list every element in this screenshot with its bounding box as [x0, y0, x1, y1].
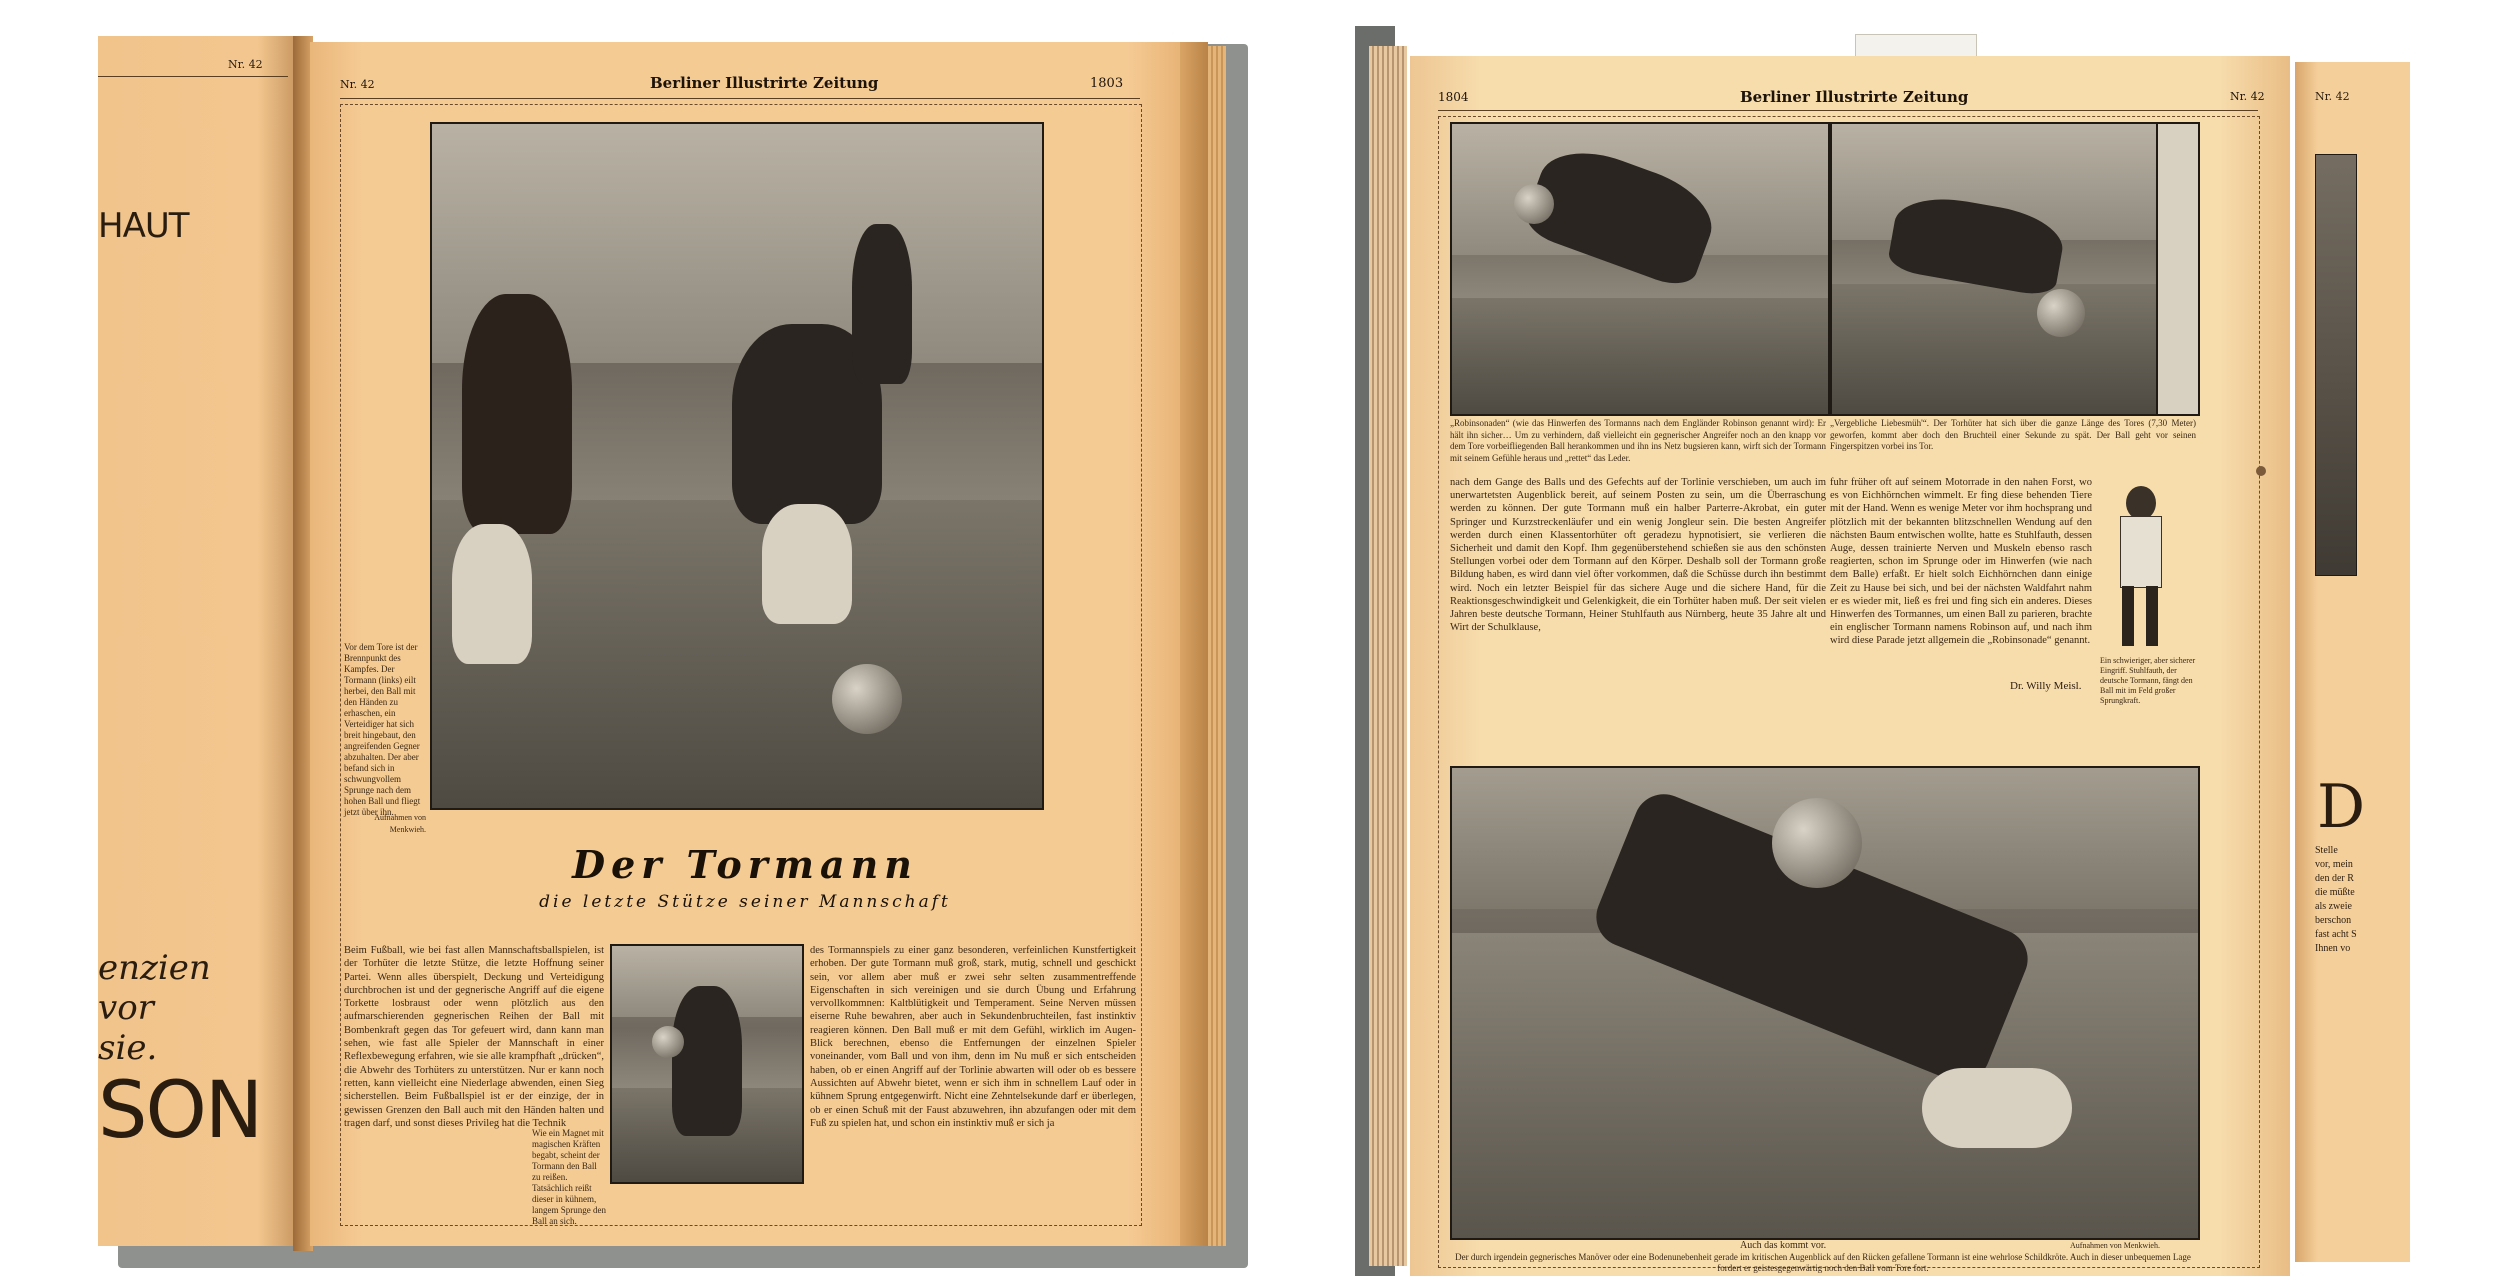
fragment-line: als zweie — [2315, 901, 2352, 912]
right-page-stack — [1369, 46, 1407, 1266]
prev-page-fragment-sie: sie. — [98, 1028, 158, 1068]
fragment-line: Stelle — [2315, 845, 2338, 856]
masthead: Berliner Illustrirte Zeitung — [650, 74, 879, 92]
prev-page-fragment-haut: HAUT — [98, 206, 189, 246]
bottom-photo-label: Auch das kommt vor. — [1740, 1240, 1827, 1251]
main-photo — [430, 122, 1044, 810]
fragment-line: berschon — [2315, 915, 2352, 926]
goalpost — [2156, 122, 2200, 416]
photo-robinsonade — [1450, 122, 1830, 416]
article-col-2: fuhr früher oft auf seinem Motorrade in den nahen Forst, wo es von Eichhörnchen wimmelt. Er fing diese behenden Tiere mit der Hand. Wenn es wenige Meter vor ihm hochsprang und plötzlich mit der bekannten blitzschnellen Wendung auf den nächsten Baum entwischen wollte, hatte es Stuhlfauth, dessen Auge, dessen trainierte Nerven und Muskeln ebenso rasch reagierten, schon im Sprunge oder im Hinwerfen (wie nach dem Balle) erfaßt. Er hielt solch Eichhörnchen dann einige Zeit zu Hause bei sich, und bei der nächsten Waldfahrt nahm er es wieder mit, ließ es frei und fing sich ein anderes. Dieses Hinwerfen des Tormannes, um einen Ball zu parieren, brachte ein englischer Tormann namens Robinson auf, und nach ihm wird diese Parade jetzt allgemein die „Robinsonade“ genannt. — [1830, 477, 2092, 647]
article-author: Dr. Willy Meisl. — [2010, 680, 2082, 692]
previous-page — [98, 36, 298, 1246]
article-col-1: nach dem Gange des Balls und des Gefechts auf der Torlinie verschieben, um auch im unerwartetsten Augenblick bereit, auf seinem Posten zu sein, um die Überraschung werden zu können. Der gute Tormann muß ein halber Parterre-Akrobat, ein guter Springer und Kurzstreckenläufer und ein wenig Jongleur sein. Die besten Angreifer werden durch einen Klassentorhüter oft geradezu hypnotisiert, sie verlieren die Sicherheit und damit den Kopf. Ihm gegenüberstehend schießen sie aus den schönsten Stellungen vorbei oder dem Tormann auf den Körper. Deshalb soll der Tormann große Bildung haben, es wird dann viel öfter vorkommen, daß die Schüsse durch ihn bestimmt wird. Noch ein letzter Beispiel für das sichere Auge und die sichere Hand, für die Reaktionsgeschwindigkeit und Gelenkigkeit, die ein Torhüter haben muß. Der seit vielen Jahren beste deutsche Tormann, Heiner Stuhlfauth aus Nürnberg, heute 35 Jahre alt und Wirt der Schulklause, — [1450, 477, 1826, 634]
photo-vergebliche — [1830, 122, 2160, 416]
page-number: 1804 — [1438, 90, 1469, 104]
article-subtitle: die letzte Stütze seiner Mannschaft — [539, 892, 951, 912]
binding-hole — [2256, 466, 2266, 476]
main-photo-caption: Vor dem Tore ist der Brennpunkt des Kampfes. Der Tormann (links) eilt herbei, den Ball mit den Händen zu erhaschen, ein Verteidiger hat sich breit hingebaut, den angreifenden Gegner abzuhalten. Der aber befand sich in schwungvollem Sprunge nach dem hohen Ball und fliegt jetzt über ihn. — [344, 642, 421, 817]
inset-figure-stuhlfauth — [2100, 476, 2180, 656]
fragment-line: Ihnen vo — [2315, 943, 2351, 954]
inset-photo — [610, 944, 804, 1184]
caption-robinsonade: „Robinsonaden“ (wie das Hinwerfen des Tormanns nach dem Engländer Robinson genannt wird): Er hält ihn sicher… Um zu verhindern, daß vielleicht ein gegnerischer Angreifer noch an den knapp vor dem Tore vorbeifliegenden Ball herankommen und ihn ins Netz bugsieren kann, wirft sich der Tormann mit seinem Gefühle heraus und „rettet“ das Leder. — [1450, 418, 1826, 463]
bottom-photo-credit: Aufnahmen von Menkwieh. — [2070, 1241, 2160, 1250]
next-page-fragment — [2315, 844, 2357, 956]
page-1804 — [1410, 56, 2290, 1276]
next-page-drop-cap: D — [2317, 772, 2366, 842]
page-nr-label: Nr. 42 — [2230, 90, 2265, 103]
fragment-line: fast acht S — [2315, 929, 2357, 940]
next-page-number: Nr. 42 — [2315, 90, 2350, 103]
prev-page-number: Nr. 42 — [228, 58, 263, 71]
inset-caption: Ein schwieriger, aber sicherer Eingriff. Stuhlfauth, der deutsche Tormann, fängt den Ball mit im Feld großer Sprungkraft. — [2100, 656, 2196, 705]
fragment-line: die müßte — [2315, 887, 2355, 898]
article-col-1: Beim Fußball, wie bei fast allen Mannschaftsballspielen, ist der Torhüter die letzte Stütze, die letzte Hoffnung seiner Partei. Wenn alles überspielt, Deckung und Verteidigung durchbrochen ist und der gegnerische Angriff auf die eigene Torkette losbraust oder wenn plötzlich aus den aufmarschierenden gegnerischen Reihen der Ball mit Bombenkraft gegen das Tor gefeuert wird, dann kann man sehen, wie fast alle Spieler der Mannschaft in einer Reflexbewegung erfahren, wie sie alle krampfhaft „drücken“, die Abwehr des Torhüters zu unterstützen. Nur er kann noch retten, kann vielleicht eine Niederlage abwenden, einen Sieg sicherstellen. Beim Fußballspiel ist er der einzige, der in gewissen Grenzen den Ball auch mit den Händen halten und tragen darf, und sonst dieses Privileg hat die Technik — [344, 945, 604, 1129]
caption-vergebliche: „Vergebliche Liebesmüh'“. Der Torhüter hat sich über die ganze Länge des Tores (7,30 Meter) geworfen, kommt aber doch den Bruchteil einer Sekunde zu spät. Der Ball geht vor seinen Fingerspitzen vorbei ins Tor. — [1830, 418, 2196, 451]
prev-page-fragment-enzien: enzien — [98, 948, 211, 988]
bottom-caption: Der durch irgendein gegnerisches Manöver oder eine Bodenunebenheit gerade im kritischen Augenblick auf den Rücken gefallene Tormann ist eine wehrlose Schildkröte. Auch in dieser unbequemen Lage fordert er geistesgegenwärtig noch den Ball vom Tore fort. — [1455, 1252, 2191, 1273]
photo-tortoise — [1450, 766, 2200, 1240]
page-number: 1803 — [1090, 76, 1124, 91]
right-spread — [1355, 26, 2410, 1276]
prev-page-fragment-vor: vor — [98, 988, 154, 1028]
book-right-edge — [1180, 42, 1208, 1246]
page-nr-label: Nr. 42 — [340, 78, 375, 91]
fragment-line: vor, mein — [2315, 859, 2353, 870]
prev-page-fragment-son: SON — [98, 1066, 262, 1156]
fragment-line: den der R — [2315, 873, 2354, 884]
masthead: Berliner Illustrirte Zeitung — [1740, 88, 1969, 106]
inset-caption: Wie ein Magnet mit magischen Kräften begabt, scheint der Tormann den Ball zu reißen. Tatsächlich reißt dieser in kühnem, langem Sprunge den Ball an sich. — [532, 1128, 606, 1226]
page-1803 — [310, 42, 1180, 1246]
main-photo-credit: Aufnahmen von Menkwieh. — [374, 813, 426, 834]
left-spread — [98, 36, 1248, 1268]
next-page — [2295, 62, 2410, 1262]
article-title: Der Tormann — [572, 842, 918, 887]
article-col-2: des Tormannspiels zu einer ganz besonderen, verfeinlichen Kunstfertigkeit erhoben. Der gute Tormann muß groß, stark, mutig, schnell und geschickt sein, vor allem aber muß er zwei sehr selten zusammentreffende Eigenschaften in sich vereinigen und sie durch Übung und Erfahrung vervollkommnen: Kaltblütigkeit und Temperament. Seine Nerven müssen eiserne Ruhe bewahren, aber auch in Sekundenbruchteilen, fast instinktiv reagieren können. Den Ball muß er mit dem Gefühl, wirklich im Augen-Blick berechnen, ebenso die Entfernungen der einzelnen Spieler voneinander, vom Ball und von ihm, denn im Nu muß er sich entscheiden haben, ob er einen Angriff auf der Torlinie abwarten will oder ob es bessere Aussichten auf Abwehr bietet, wenn er sich ihm in schnellem Lauf oder in kühnem Sprung entgegenwirft. Nicht eine Zehntelsekunde darf er überlegen, ob er einen Schuß mit der Faust abzuwehren, ihn abzufangen oder mit dem Fuß zu spielen hat, und schon ein instinktiv muß er sich ja — [810, 945, 1136, 1129]
